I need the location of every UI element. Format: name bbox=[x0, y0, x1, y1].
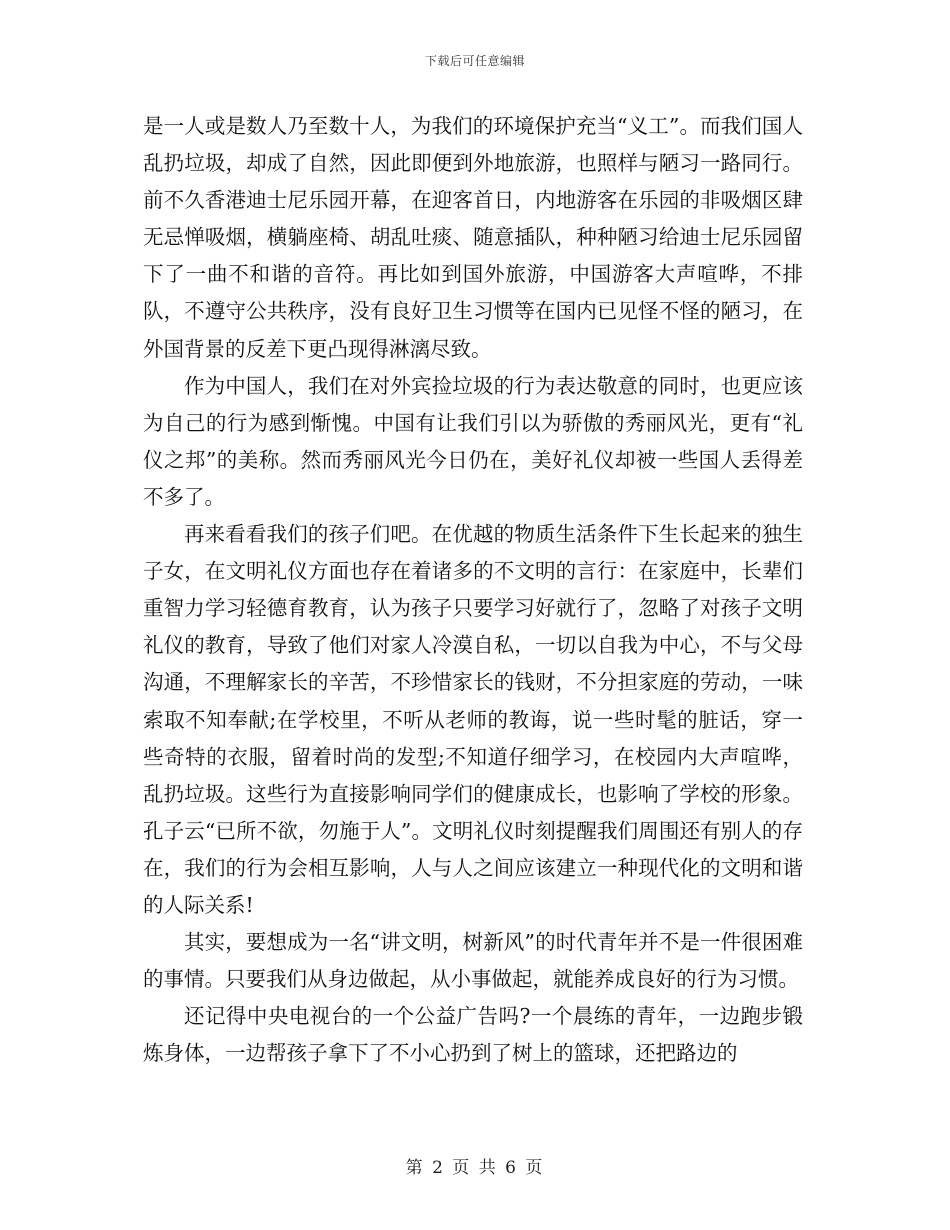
paragraph: 作为中国人，我们在对外宾捡垃圾的行为表达敬意的同时，也更应该为自己的行为感到惭愧。中国有让我们引以为骄傲的秀丽风光，更有“礼仪之邦”的美称。然而秀丽风光今日仍在，美好礼仪却被一些国人丢得差不多了。 bbox=[143, 373, 803, 509]
paragraph-continuation: 是一人或是数人乃至数十人，为我们的环境保护充当“义工”。而我们国人乱扔垃圾，却成了自然，因此即便到外地旅游，也照样与陋习一路同行。前不久香港迪士尼乐园开幕，在迎客首日，内地游客在乐园的非吸烟区肆无忌惮吸烟，横躺座椅、胡乱吐痰、随意插队，种种陋习给迪士尼乐园留下了一曲不和谐的音符。再比如到国外旅游，中国游客大声喧哗，不排队，不遵守公共秩序，没有良好卫生习惯等在国内已见怪不怪的陋习，在外国背景的反差下更凸现得淋漓尽致。 bbox=[143, 114, 803, 361]
paragraph: 再来看看我们的孩子们吧。在优越的物质生活条件下生长起来的独生子女，在文明礼仪方面也存在着诸多的不文明的言行：在家庭中，长辈们重智力学习轻德育教育，认为孩子只要学习好就行了，忽略了对孩子文明礼仪的教育，导致了他们对家人冷漠自私，一切以自我为中心，不与父母沟通，不理解家长的辛苦，不珍惜家长的钱财，不分担家庭的劳动，一味索取不知奉献;在学校里，不听从老师的教诲，说一些时髦的脏话，穿一些奇特的衣服，留着时尚的发型;不知道仔细学习，在校园内大声喧哗，乱扔垃圾。这些行为直接影响同学们的健康成长，也影响了学校的形象。孔子云“已所不欲，勿施于人”。文明礼仪时刻提醒我们周围还有别人的存在，我们的行为会相互影响，人与人之间应该建立一种现代化的文明和谐的人际关系! bbox=[143, 522, 803, 917]
body-text bbox=[143, 108, 803, 1072]
header-note: 下载后可任意编辑 bbox=[424, 54, 525, 68]
paragraph: 还记得中央电视台的一个公益广告吗?一个晨练的青年，一边跑步锻炼身体，一边帮孩子拿下了不小心扔到了树上的篮球，还把路边的 bbox=[143, 1004, 803, 1066]
paragraph: 其实，要想成为一名“讲文明，树新风”的时代青年并不是一件很困难的事情。只要我们从身边做起，从小事做起，就能养成良好的行为习惯。 bbox=[143, 930, 803, 992]
page-number-footer: 第 2 页 共 6 页 bbox=[405, 1158, 545, 1178]
